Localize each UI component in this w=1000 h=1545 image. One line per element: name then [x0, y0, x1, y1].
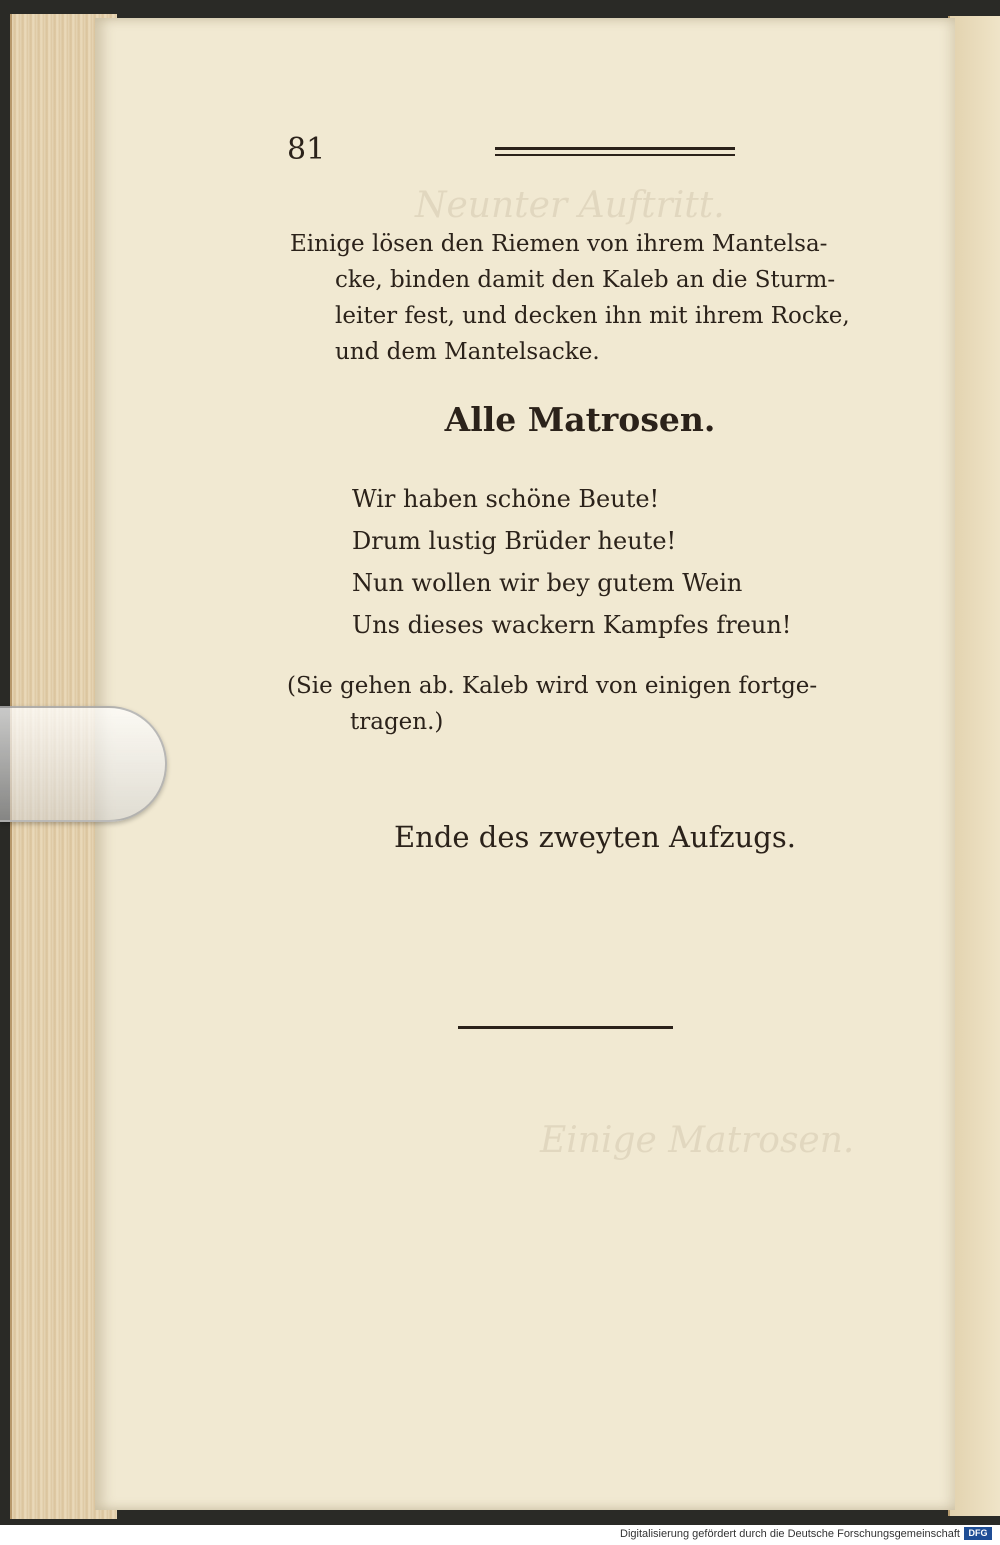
paragraph-line: cke, binden damit den Kaleb an die Sturm-: [335, 267, 836, 293]
stage-direction-line: tragen.): [350, 709, 444, 735]
speaker-heading: Alle Matrosen.: [444, 400, 716, 439]
dfg-logo: DFG: [964, 1527, 992, 1540]
page-holder-clip: [0, 706, 167, 822]
bleed-through-text: Neunter Auftritt.: [415, 185, 725, 226]
page-number: 81: [287, 132, 326, 167]
paragraph-line: leiter fest, und decken ihn mit ihrem Rocke,: [335, 303, 850, 329]
stage-paragraph: [290, 226, 900, 370]
act-closing: Ende des zweyten Aufzugs.: [394, 820, 796, 854]
verse-line: Uns dieses wackern Kampfes freun!: [352, 611, 792, 639]
paragraph-line: und dem Mantelsacke.: [335, 339, 600, 365]
stage-direction-line: (Sie gehen ab. Kaleb wird von einigen fortge-: [287, 673, 818, 699]
verse-line: Nun wollen wir bey gutem Wein: [352, 569, 743, 597]
stage-direction: [287, 668, 897, 740]
bleed-through-text: Einige Matrosen.: [540, 1120, 855, 1161]
verse-line: Wir haben schöne Beute!: [352, 485, 660, 513]
verse-block: [352, 478, 791, 646]
header-rule: [495, 147, 735, 156]
right-page-edge: [948, 16, 1000, 1516]
footer-credit: Digitalisierung gefördert durch die Deutsche Forschungsgemeinschaft: [620, 1528, 960, 1540]
paragraph-line: Einige lösen den Riemen von ihrem Mantelsa-: [290, 231, 828, 257]
verse-line: Drum lustig Brüder heute!: [352, 527, 677, 555]
closing-rule: [458, 1026, 673, 1029]
